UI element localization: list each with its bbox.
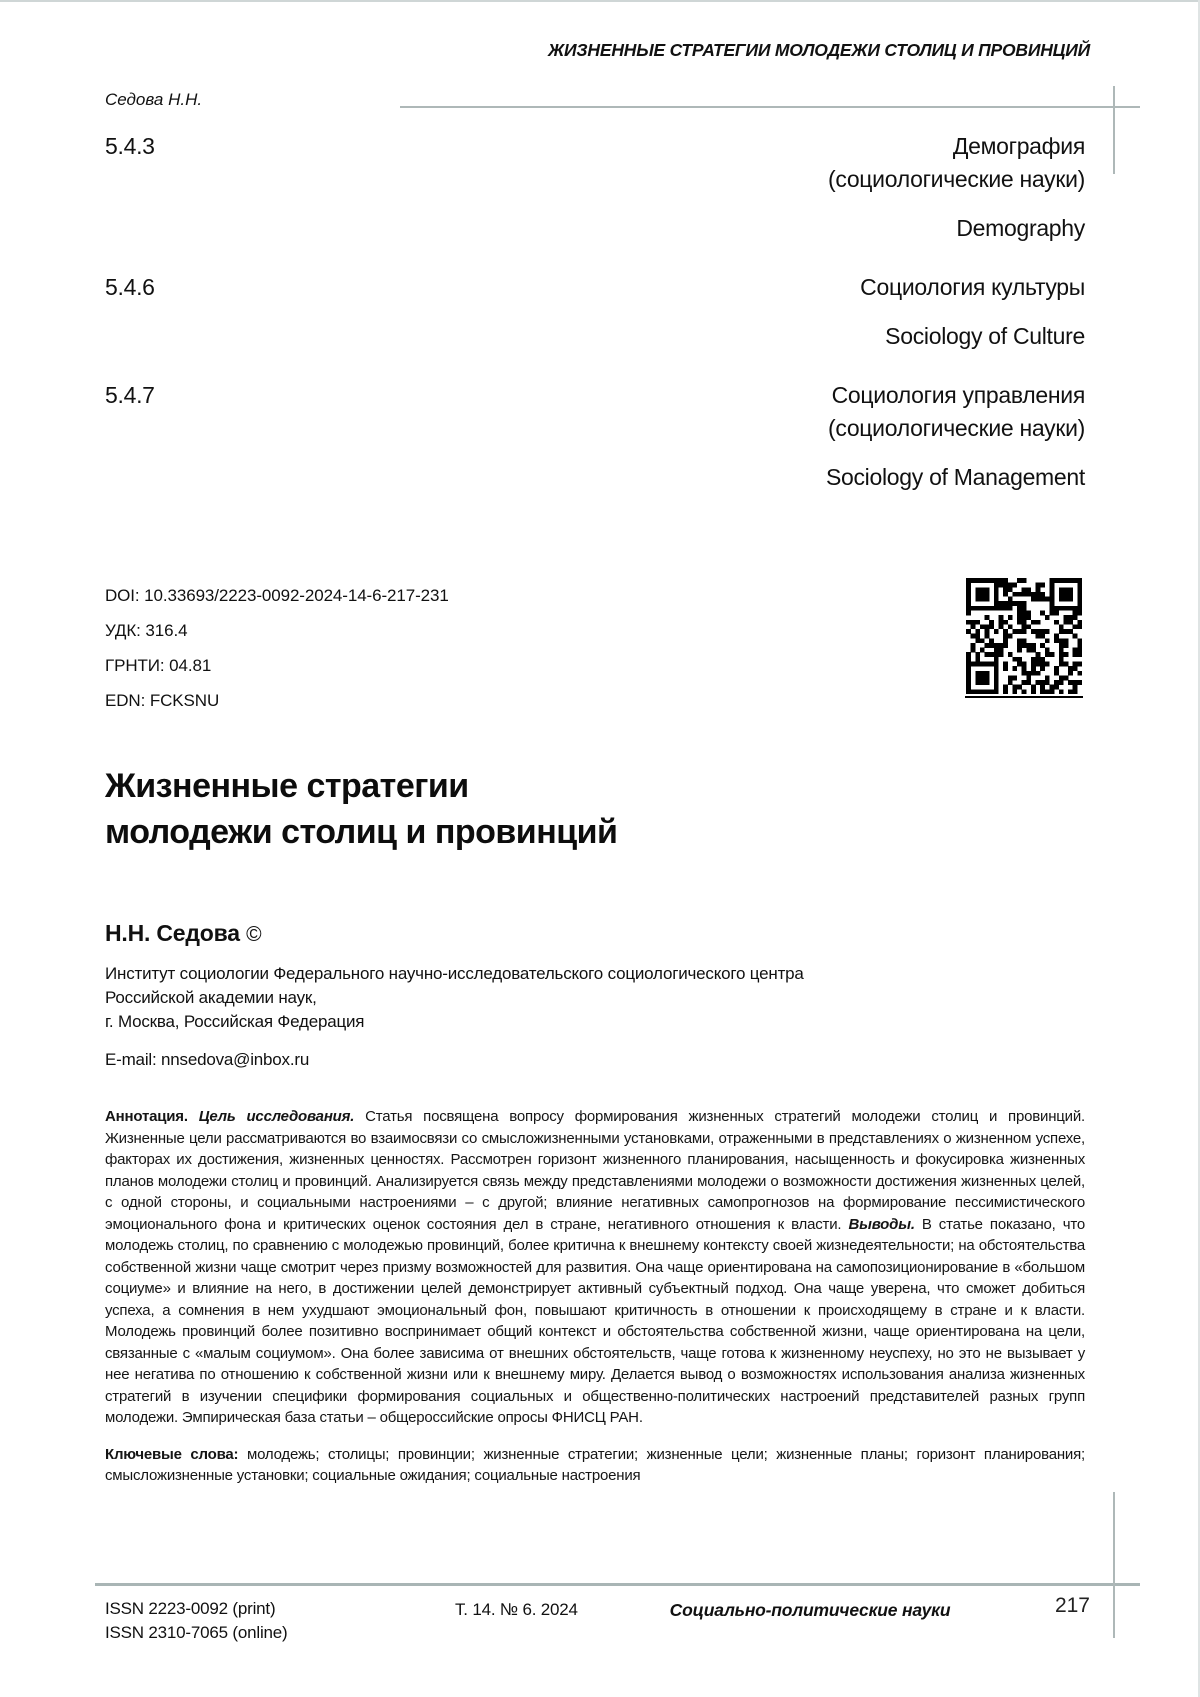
udk-line: УДК: 316.4 [105,621,188,640]
qr-code [965,578,1083,698]
author-name: Н.Н. Седова [105,920,240,946]
grnti-line: ГРНТИ: 04.81 [105,656,212,675]
abstract-goal-label: Цель исследования. [198,1108,366,1125]
header-rule [400,106,1140,108]
keywords-label: Ключевые слова: [105,1445,247,1463]
author-name-line [105,920,261,947]
abstract-label: Аннотация. [105,1108,199,1125]
copyright-symbol: © [246,923,262,946]
abstract-paragraph [105,1106,1085,1429]
article-title-line2: молодежи столиц и провинций [105,813,618,851]
section-row [105,271,1085,353]
section-titles [828,130,1085,245]
footer-rule [95,1583,1140,1586]
issn-print: ISSN 2223-0092 (print) [105,1599,276,1618]
section-code: 5.4.7 [105,382,155,408]
affiliation-line: Институт социологии Федерального научно-исследовательского социологического центра [105,964,804,983]
section-row [105,379,1085,494]
section-title-en: Sociology of Management [825,464,1085,490]
article-title [105,763,617,855]
edn-line: EDN: FCKSNU [105,691,220,710]
abstract-conclusions-label: Выводы. [848,1215,922,1233]
email-line [105,1050,309,1070]
section-title-ru: Социология управления [831,382,1085,408]
section-titles [826,379,1085,494]
article-title-line1: Жизненные стратегии [105,767,469,805]
section-titles [860,271,1085,353]
section-code: 5.4.6 [105,274,155,300]
abstract-text-1: Статья посвящена вопросу формирования жизненных стратегий молодежи столиц и провинций. Жизненные цели рассматриваются во взаимосвязи со смысложизненными установками, отраженными в представлениях о жизненном успехе, факторах их достижения, жизненных ценностях. Рассмотрен горизонт жизненного планирования, насыщенность и фокусировка жизненных планов молодежи столиц и провинций. Анализируется связь между представлениями молодежи о возможности достижения жизненных целей, с одной стороны, и социальными настроениями – с другой; влияние негативных самопрогнозов на формирование пессимистического эмоционального фона и критических оценок состояния дел в стране, негативного отношения к власти. [105,1108,1085,1233]
footer-volume: Т. 14. № 6. 2024 [455,1600,578,1619]
abstract-text-2: В статье показано, что молодежь столиц, по сравнению с молодежью провинций, более критична к внешнему контексту своей жизнедеятельности; на обстоятельства собственной жизни чаще смотрит через призму возможностей для развития. Она чаще ориентирована на самопозиционирование в «большом социуме» и влияние на него, в достижении целей демонстрирует активный субъектный подход. Она чаще уверена, что сможет добиться успеха, а сомнения в нем ухудшают эмоциональный фон, повышают критичность в отношении к происходящему в стране и к власти. Молодежь провинций более позитивно воспринимает общий контекст и обстоятельства собственной жизни, чаще ориентирована на цели, связанные с «малым социумом». Она более зависима от внешних обстоятельств, чаще готова к жизненному неуспеху, но это не вызывает у нее негатива по отношению к собственной жизни или к внешнему миру. Делается вывод о возможностях использования анализа жизненных стратегий в изучении специфики формирования социальных и общественно-политических настроений представителей разных групп молодежи. Эмпирическая база статьи – общероссийские опросы ФНИСЦ РАН. [105,1215,1085,1426]
footer-page-number: 217 [1054,1594,1090,1617]
keywords-text: молодежь; столицы; провинции; жизненные стратегии; жизненные цели; жизненные планы; горизонт планирования; смысложизненные установки; социальные ожидания; социальные настроения [105,1445,1085,1484]
running-head: ЖИЗНЕННЫЕ СТРАТЕГИИ МОЛОДЕЖИ СТОЛИЦ И ПРОВИНЦИЙ [547,40,1090,60]
author-header: Седова Н.Н. [105,90,203,109]
article-identifiers [105,578,449,718]
section-row [105,130,1085,245]
section-title-en: Sociology of Culture [885,323,1085,349]
abstract-and-keywords [105,1106,1085,1487]
page-edge-top [0,0,1200,2]
section-title-ru-2: (социологические науки) [828,166,1085,192]
section-title-ru-2: (социологические науки) [828,415,1085,441]
issn-online: ISSN 2310-7065 (online) [105,1623,288,1642]
affiliation [105,962,804,1034]
section-title-ru: Демография [952,133,1085,159]
section-title-en: Demography [956,215,1085,241]
footer-vertical-rule [1113,1492,1115,1638]
email-value: nnsedova@inbox.ru [161,1050,310,1069]
classification-sections [105,130,1085,520]
affiliation-line: Российской академии наук, [105,988,317,1007]
section-title-ru: Социология культуры [860,274,1085,300]
doi-line: DOI: 10.33693/2223-0092-2024-14-6-217-231 [105,586,449,605]
header-vertical-rule [1113,86,1115,174]
affiliation-line: г. Москва, Российская Федерация [105,1012,365,1031]
footer-journal-name: Социально-политические науки [669,1600,951,1620]
email-label: E-mail: [105,1050,162,1069]
section-code: 5.4.3 [105,133,155,159]
keywords-paragraph [105,1444,1085,1487]
